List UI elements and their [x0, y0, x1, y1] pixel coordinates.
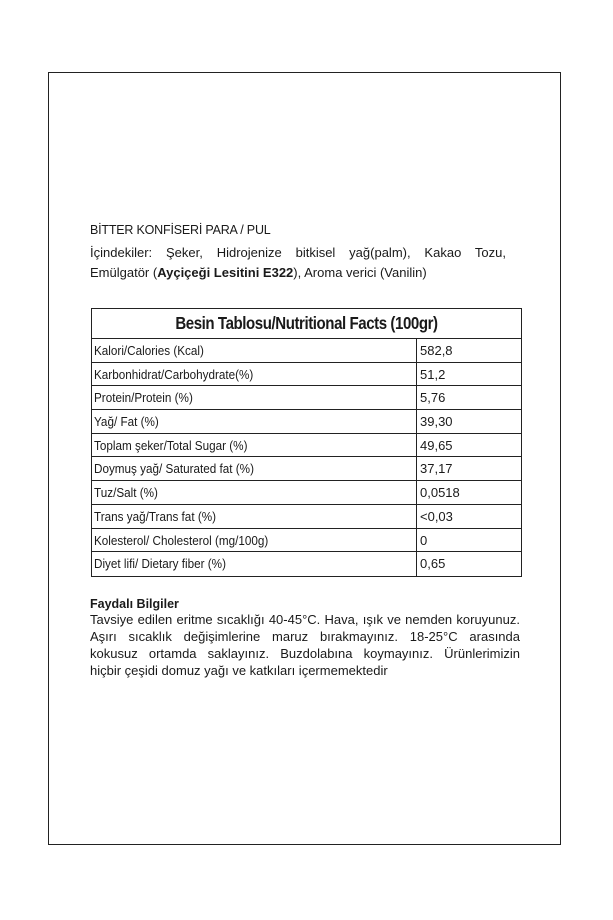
- nutrition-row: [92, 386, 521, 410]
- ingredients-text: [90, 243, 506, 283]
- info-line: Aşırı sıcaklık değişimlerine maruz bırakmayınız. 18-25°C arasında: [90, 629, 520, 644]
- nutrition-label: Protein/Protein (%): [92, 386, 417, 409]
- nutrition-label: Diyet lifi/ Dietary fiber (%): [92, 552, 417, 576]
- nutrition-row: [92, 481, 521, 505]
- nutrition-label: Yağ/ Fat (%): [92, 410, 417, 433]
- ingredients-line-2-suffix: ), Aroma verici (Vanilin): [293, 265, 427, 280]
- nutrition-table-title: Besin Tablosu/Nutritional Facts (100gr): [92, 309, 521, 339]
- info-text: [90, 611, 520, 679]
- nutrition-value: 39,30: [420, 414, 453, 430]
- ingredients-emulsifier-name: Ayçiçeği Lesitini E322: [157, 265, 294, 280]
- product-title: BİTTER KONFİSERİ PARA / PUL: [90, 223, 271, 237]
- info-line: Tavsiye edilen eritme sıcaklığı 40-45°C. Hava, ışık ve nemden koruyunuz.: [90, 612, 520, 627]
- nutrition-row: [92, 434, 521, 458]
- nutrition-value: 0,65: [420, 556, 446, 572]
- nutrition-value: 49,65: [420, 437, 453, 453]
- nutrition-row: [92, 457, 521, 481]
- nutrition-row: [92, 339, 521, 363]
- info-title: Faydalı Bilgiler: [90, 597, 179, 611]
- nutrition-label: Kalori/Calories (Kcal): [92, 339, 417, 362]
- nutrition-table: [91, 308, 522, 577]
- nutrition-row: [92, 363, 521, 387]
- nutrition-label: Doymuş yağ/ Saturated fat (%): [92, 457, 417, 480]
- ingredients-line-2-prefix: Emülgatör (: [90, 265, 158, 280]
- nutrition-label: Karbonhidrat/Carbohydrate(%): [92, 363, 417, 386]
- nutrition-row: [92, 410, 521, 434]
- nutrition-value: 0,0518: [420, 485, 460, 501]
- nutrition-row: [92, 552, 521, 576]
- nutrition-label: Trans yağ/Trans fat (%): [92, 505, 417, 528]
- info-line: kokusuz ortamda saklayınız. Buzdolabına koymayınız. Ürünlerimizin: [90, 646, 520, 661]
- nutrition-value: 582,8: [420, 343, 453, 358]
- nutrition-label: Kolesterol/ Cholesterol (mg/100g): [92, 529, 417, 552]
- nutrition-label: Tuz/Salt (%): [92, 481, 417, 504]
- nutrition-value: <0,03: [420, 508, 453, 524]
- nutrition-row: [92, 529, 521, 553]
- nutrition-value: 0: [420, 532, 428, 548]
- nutrition-row: [92, 505, 521, 529]
- info-line: hiçbir çeşidi domuz yağı ve katkıları içermemektedir: [90, 663, 388, 678]
- ingredients-line-2: [90, 263, 506, 283]
- nutrition-value: 51,2: [420, 366, 446, 382]
- nutrition-value: 37,17: [420, 461, 453, 477]
- nutrition-label: Toplam şeker/Total Sugar (%): [92, 434, 417, 457]
- ingredients-line-1: İçindekiler: Şeker, Hidrojenize bitkisel yağ(palm), Kakao Tozu,: [90, 245, 506, 260]
- nutrition-value: 5,76: [420, 390, 446, 406]
